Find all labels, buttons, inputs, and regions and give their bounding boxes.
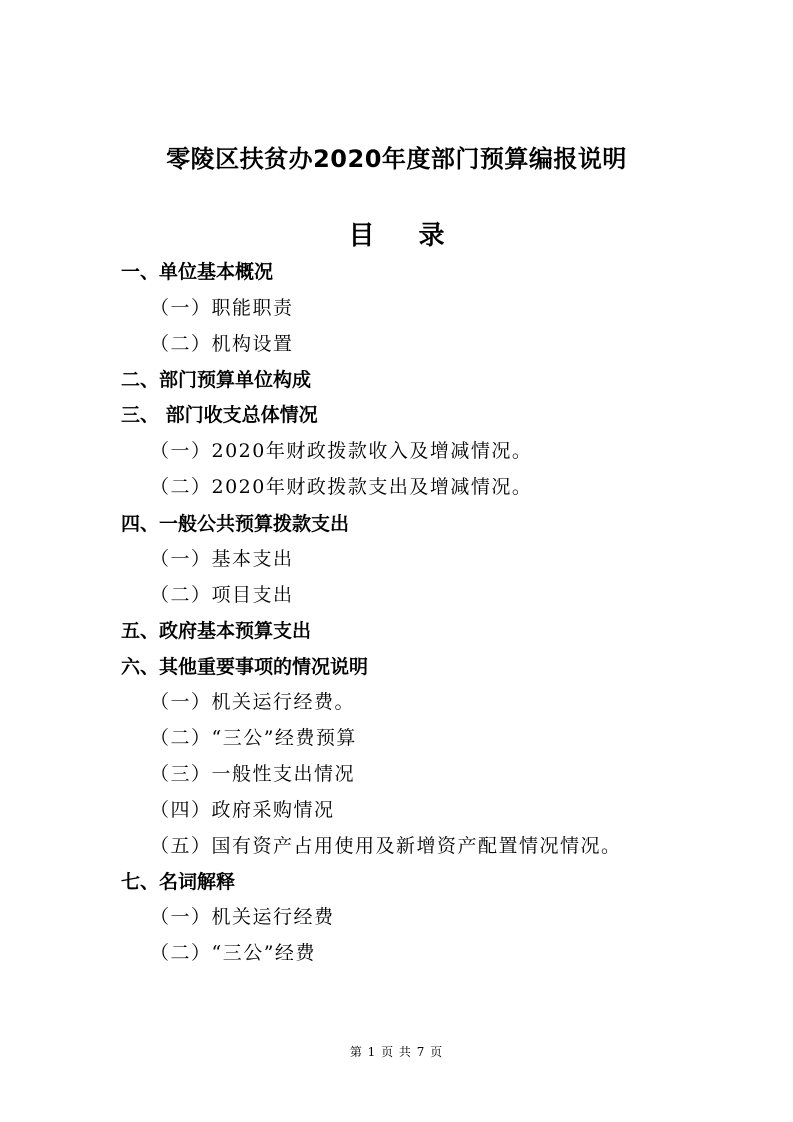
toc-subentry: （二）机构设置 bbox=[150, 333, 294, 355]
toc-subentry: （二）2020年财政拨款支出及增减情况。 bbox=[150, 476, 533, 498]
toc-subentry: （二）“三公”经费预算 bbox=[150, 727, 357, 749]
toc-entry: 二、部门预算单位构成 bbox=[121, 369, 312, 391]
document-title: 零陵区扶贫办2020年度部门预算编报说明 bbox=[166, 145, 627, 173]
toc-subentry: （一）机关运行经费 bbox=[150, 906, 335, 928]
toc-subentry: （一）机关运行经费。 bbox=[150, 691, 356, 713]
toc-subentry: （四）政府采购情况 bbox=[150, 799, 335, 821]
toc-entry: 五、政府基本预算支出 bbox=[121, 620, 312, 642]
toc-subentry: （一）基本支出 bbox=[150, 548, 294, 570]
toc-subentry: （一）职能职责 bbox=[150, 297, 294, 319]
toc-entry: 一、单位基本概况 bbox=[121, 261, 274, 283]
page-footer: 第 1 页 共 7 页 bbox=[349, 1045, 444, 1059]
toc-entry: 六、其他重要事项的情况说明 bbox=[121, 656, 369, 678]
toc-subentry: （一）2020年财政拨款收入及增减情况。 bbox=[150, 440, 533, 462]
toc-entry: 七、名词解释 bbox=[121, 871, 236, 893]
toc-entry: 四、一般公共预算拨款支出 bbox=[121, 513, 350, 535]
toc-subentry: （五）国有资产占用使用及新增资产配置情况情况。 bbox=[150, 835, 622, 857]
toc-subentry: （二）“三公”经费 bbox=[150, 942, 316, 964]
toc-subentry: （三）一般性支出情况 bbox=[150, 763, 356, 785]
toc-entry: 三、 部门收支总体情况 bbox=[121, 404, 318, 426]
toc-subentry: （二）项目支出 bbox=[150, 584, 294, 606]
toc-heading: 目录 bbox=[348, 221, 489, 251]
